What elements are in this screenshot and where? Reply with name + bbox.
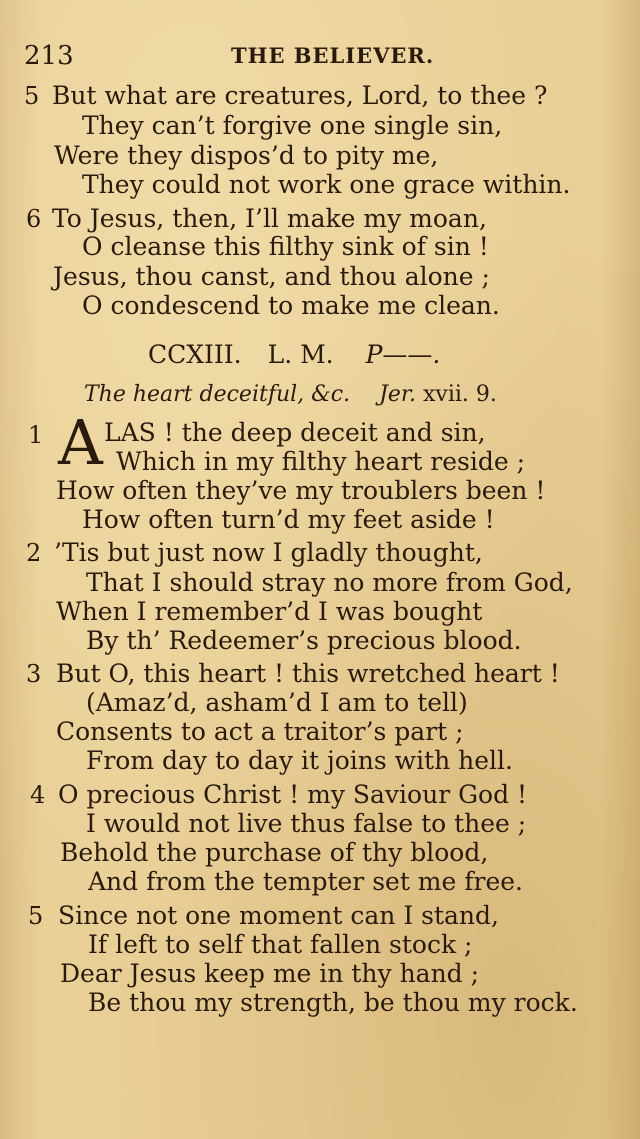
verse-line: Were they dispos’d to pity me, xyxy=(54,141,439,170)
scripture-book: Jer. xyxy=(379,382,417,407)
stanza-number: 1 xyxy=(28,421,44,449)
scripture-reference: xvii. 9. xyxy=(423,382,497,407)
verse-line: Consents to act a traitor’s part ; xyxy=(56,717,464,746)
drop-cap: A xyxy=(58,406,103,479)
hymn-author: P——. xyxy=(365,340,441,369)
verse-line: From day to day it joins with hell. xyxy=(86,746,513,775)
verse-line: Be thou my strength, be thou my rock. xyxy=(88,988,578,1017)
verse-line: I would not live thus false to thee ; xyxy=(86,809,527,838)
verse-line: They could not work one grace within. xyxy=(82,170,571,199)
stanza-number: 3 xyxy=(26,660,42,688)
verse-line: Jesus, thou canst, and thou alone ; xyxy=(53,262,490,291)
verse-line: Which in my filthy heart reside ; xyxy=(116,447,526,476)
verse-line: ’Tis but just now I gladly thought, xyxy=(54,538,483,567)
hymn-subtitle xyxy=(84,380,497,410)
stanza-number: 4 xyxy=(30,781,46,809)
running-head: THE BELIEVER. xyxy=(231,43,435,68)
verse-line: By th’ Redeemer’s precious blood. xyxy=(86,626,522,655)
verse-line: How often they’ve my troublers been ! xyxy=(56,476,546,505)
verse-line: And from the tempter set me free. xyxy=(88,867,523,896)
verse-line: But O, this heart ! this wretched heart ! xyxy=(56,659,560,688)
hymn-meter: L. M. xyxy=(267,340,334,369)
verse-line: How often turn’d my feet aside ! xyxy=(82,505,495,534)
verse-line: But what are creatures, Lord, to thee ? xyxy=(52,81,548,110)
subtitle-etc: &c. xyxy=(311,382,351,407)
verse-line: If left to self that fallen stock ; xyxy=(88,930,473,959)
verse-line: That I should stray no more from God, xyxy=(86,568,573,597)
hymn-heading xyxy=(148,338,440,372)
subtitle-text: The heart deceitful, xyxy=(84,382,305,407)
stanza-number: 5 xyxy=(28,902,44,930)
verse-line: LAS ! the deep deceit and sin, xyxy=(104,418,486,447)
verse-line: O condescend to make me clean. xyxy=(82,291,500,320)
verse-line: Behold the purchase of thy blood, xyxy=(60,838,489,867)
verse-line: When I remember’d I was bought xyxy=(56,597,483,626)
verse-line: Dear Jesus keep me in thy hand ; xyxy=(60,959,480,988)
stanza-number: 5 xyxy=(24,82,40,110)
verse-line: O precious Christ ! my Saviour God ! xyxy=(58,780,528,809)
stanza-number: 6 xyxy=(26,205,42,233)
page-number: 213 xyxy=(24,41,74,71)
hymn-number: CCXIII. xyxy=(148,340,242,369)
verse-line: O cleanse this filthy sink of sin ! xyxy=(82,232,489,261)
verse-line: (Amaz’d, asham’d I am to tell) xyxy=(86,688,468,717)
stanza-number: 2 xyxy=(26,539,42,567)
verse-line: They can’t forgive one single sin, xyxy=(82,111,503,140)
page-header xyxy=(24,36,614,76)
verse-line: To Jesus, then, I’ll make my moan, xyxy=(52,204,487,233)
verse-line: Since not one moment can I stand, xyxy=(58,901,499,930)
